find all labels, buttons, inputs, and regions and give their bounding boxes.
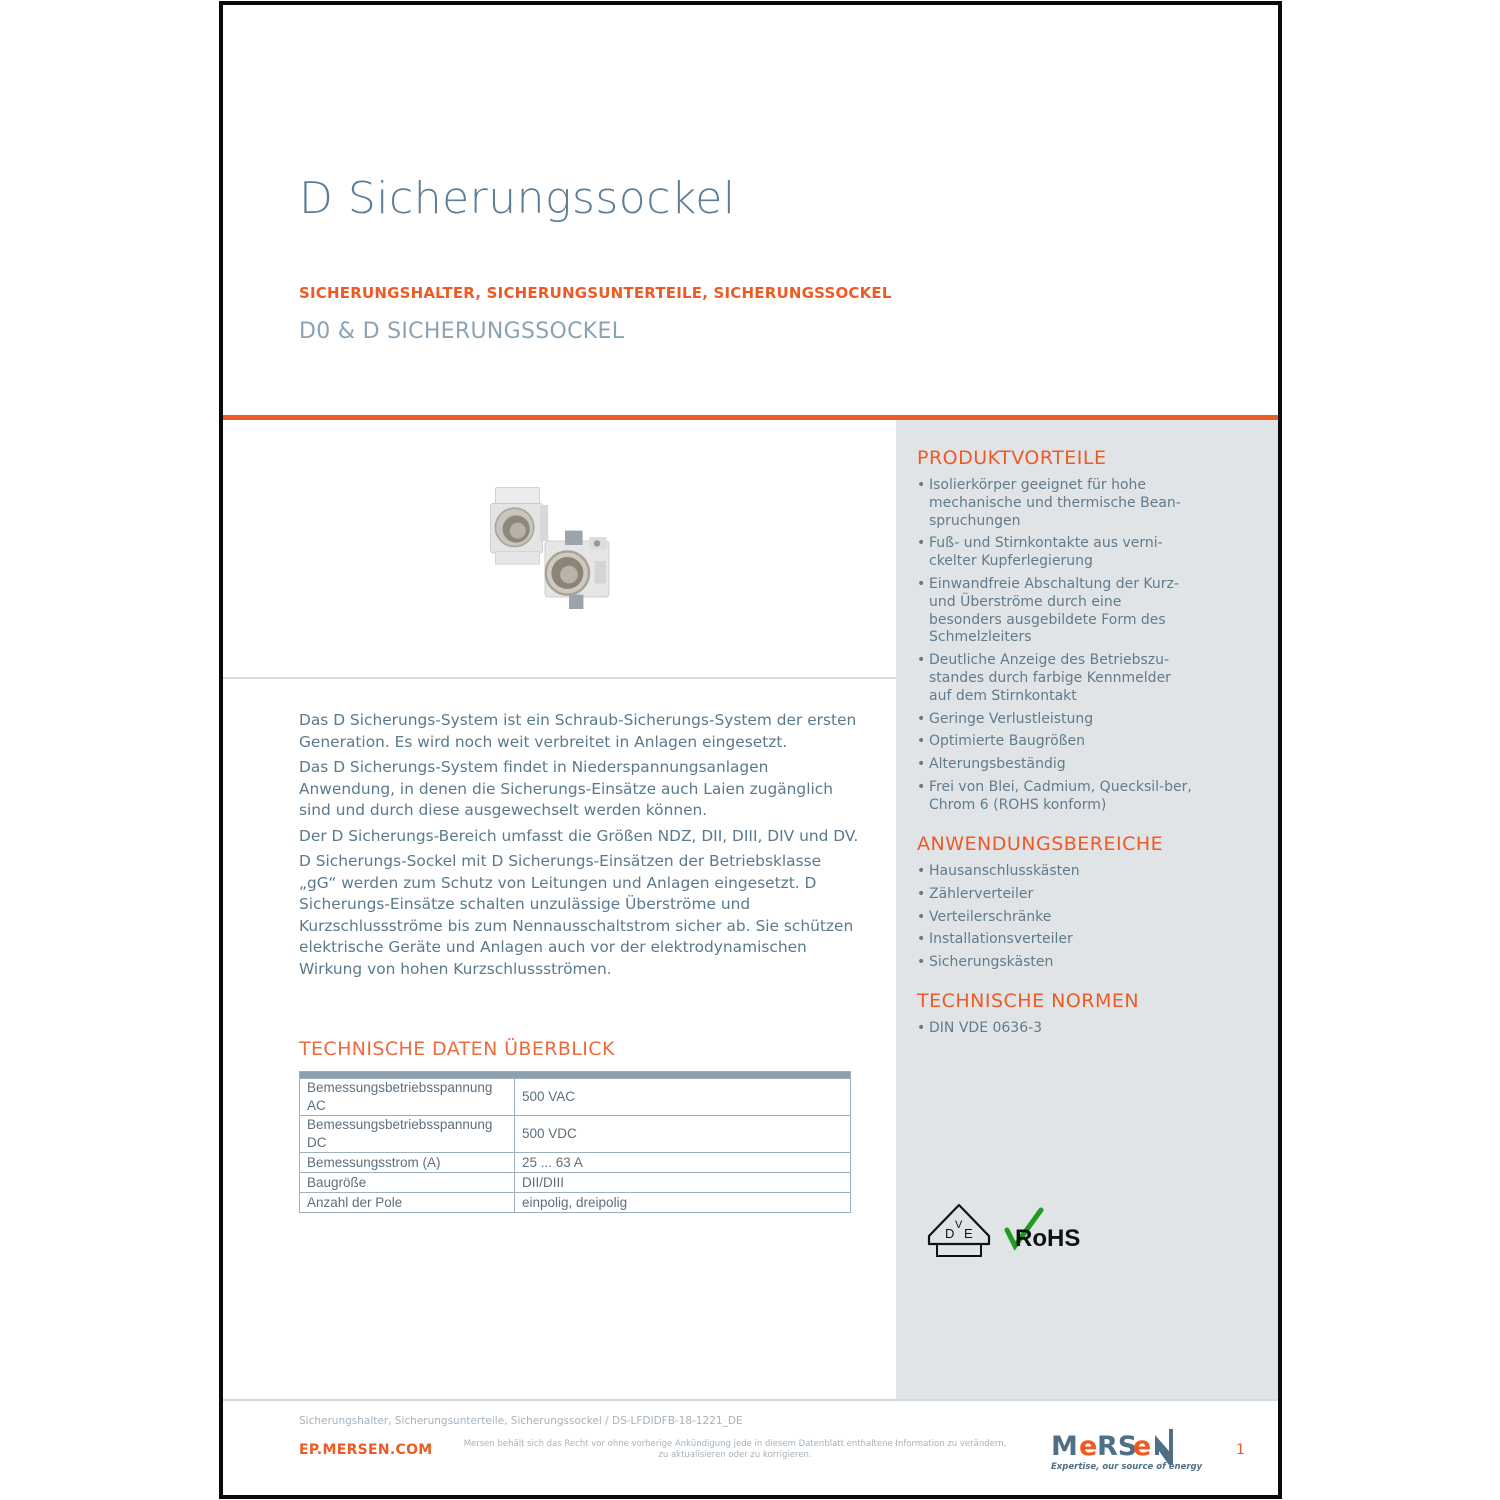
disclaimer-line: zu aktualisieren oder zu korrigieren. xyxy=(658,1450,812,1460)
table-cell-label: Bemessungsstrom (A) xyxy=(300,1153,515,1173)
list-item: • Optimierte Baugrößen xyxy=(917,733,1192,751)
table-row xyxy=(300,1079,851,1116)
certification-logos xyxy=(923,1200,1123,1260)
list-item: • Fuß- und Stirnkontakte aus verni-ckelter Kupferlegierung xyxy=(917,535,1192,571)
table-row xyxy=(300,1193,851,1213)
disclaimer-line: Mersen behält sich das Recht vor ohne vorherige Ankündigung jede in diesem Datenblatt enthaltene Information zu verändern, xyxy=(463,1439,1007,1449)
table-cell-value: 500 VAC xyxy=(515,1079,851,1116)
description-paragraph: Das D Sicherungs-System findet in Niederspannungsanlagen Anwendung, in denen die Sicherungs-Einsätze auch Laien zugänglich sind und durch diese ausgewechselt werden können. xyxy=(299,758,833,819)
list-item: • Geringe Verlustleistung xyxy=(917,711,1192,729)
svg-text:M: M xyxy=(1051,1431,1079,1462)
svg-text:e: e xyxy=(1079,1431,1098,1462)
list-item: • Zählerverteiler xyxy=(917,886,1192,904)
svg-text:E: E xyxy=(964,1226,973,1241)
svg-text:e: e xyxy=(1133,1431,1152,1462)
applications-list xyxy=(917,863,1192,977)
footer-divider xyxy=(223,1399,1278,1401)
website-link[interactable]: EP.MERSEN.COM xyxy=(299,1442,433,1458)
description-paragraph: Der D Sicherungs-Bereich umfasst die Größen NDZ, DII, DIII, DIV und DV. xyxy=(299,826,859,845)
tech-data-table xyxy=(299,1071,851,1213)
list-item: • Isolierkörper geeignet für hohe mechanische und thermische Bean-spruchungen xyxy=(917,477,1192,530)
standards-heading: TECHNISCHE NORMEN xyxy=(917,990,1140,1012)
list-item: • Einwandfreie Abschaltung der Kurz- und Überströme durch eine besonders ausgebildete Form des Schmelzleiters xyxy=(917,576,1192,647)
list-item: • DIN VDE 0636-3 xyxy=(917,1020,1192,1038)
mersen-tagline: Expertise, our source of energy xyxy=(1051,1462,1203,1472)
advantages-list xyxy=(917,477,1192,820)
mersen-logo xyxy=(1049,1425,1209,1475)
list-item: • Alterungsbeständig xyxy=(917,756,1192,774)
image-divider xyxy=(223,677,896,679)
page-title: D Sicherungssockel xyxy=(299,173,736,224)
product-line-subtitle: D0 & D SICHERUNGSSOCKEL xyxy=(299,319,625,344)
table-cell-value: einpolig, dreipolig xyxy=(515,1193,851,1213)
table-cell-label: Baugröße xyxy=(300,1173,515,1193)
list-item: • Hausanschlusskästen xyxy=(917,863,1192,881)
table-cell-label: Anzahl der Pole xyxy=(300,1193,515,1213)
document-reference: Sicherungshalter, Sicherungsunterteile, Sicherungssockel / DS-LFDIDFB-18-1221_DE xyxy=(299,1415,743,1427)
list-item: • Deutliche Anzeige des Betriebszu-standes durch farbige Kennmelder auf dem Stirnkontakt xyxy=(917,652,1192,705)
product-image xyxy=(473,473,633,633)
table-row xyxy=(300,1116,851,1153)
category-subtitle: SICHERUNGSHALTER, SICHERUNGSUNTERTEILE, SICHERUNGSSOCKEL xyxy=(299,284,892,302)
advantages-heading: PRODUKTVORTEILE xyxy=(917,447,1107,469)
disclaimer xyxy=(455,1439,1015,1461)
tech-data-heading: TECHNISCHE DATEN ÜBERBLICK xyxy=(299,1038,615,1060)
page-number: 1 xyxy=(1236,1442,1245,1458)
applications-heading: ANWENDUNGSBEREICHE xyxy=(917,833,1164,855)
description-paragraph: Das D Sicherungs-System ist ein Schraub-Sicherungs-System der ersten Generation. Es wird noch weit verbreitet in Anlagen eingesetzt. xyxy=(299,711,857,751)
svg-text:RS: RS xyxy=(1097,1431,1138,1462)
list-item: • Sicherungskästen xyxy=(917,954,1192,972)
svg-text:V: V xyxy=(955,1219,963,1231)
table-cell-value: DII/DIII xyxy=(515,1173,851,1193)
table-cell-value: 25 ... 63 A xyxy=(515,1153,851,1173)
product-description xyxy=(299,710,859,984)
datasheet-page xyxy=(219,1,1282,1499)
rohs-text: RoHS xyxy=(1015,1225,1081,1252)
table-cell-value: 500 VDC xyxy=(515,1116,851,1153)
table-row xyxy=(300,1173,851,1193)
vde-mark-icon xyxy=(923,1200,1123,1260)
table-header-bar xyxy=(300,1072,851,1079)
description-paragraph: D Sicherungs-Sockel mit D Sicherungs-Einsätzen der Betriebsklasse „gG“ werden zum Schutz von Leitungen und Anlagen eingesetzt. D Sicherungs-Einsätze schalten unzulässige Überströme und Kurzschlussströme bis zum Nennausschaltstrom sicher ab. Sie schützen elektrische Geräte und Anlagen auch vor der elektrodynamischen Wirkung von hohen Kurzschlussströmen. xyxy=(299,852,854,978)
list-item: • Installationsverteiler xyxy=(917,931,1192,949)
table-row xyxy=(300,1153,851,1173)
list-item: • Frei von Blei, Cadmium, Quecksil-ber, Chrom 6 (ROHS konform) xyxy=(917,779,1192,815)
list-item: • Verteilerschränke xyxy=(917,909,1192,927)
standards-list xyxy=(917,1020,1192,1043)
svg-text:D: D xyxy=(945,1226,955,1241)
table-cell-label: Bemessungsbetriebsspannung DC xyxy=(300,1116,515,1153)
table-cell-label: Bemessungsbetriebsspannung AC xyxy=(300,1079,515,1116)
